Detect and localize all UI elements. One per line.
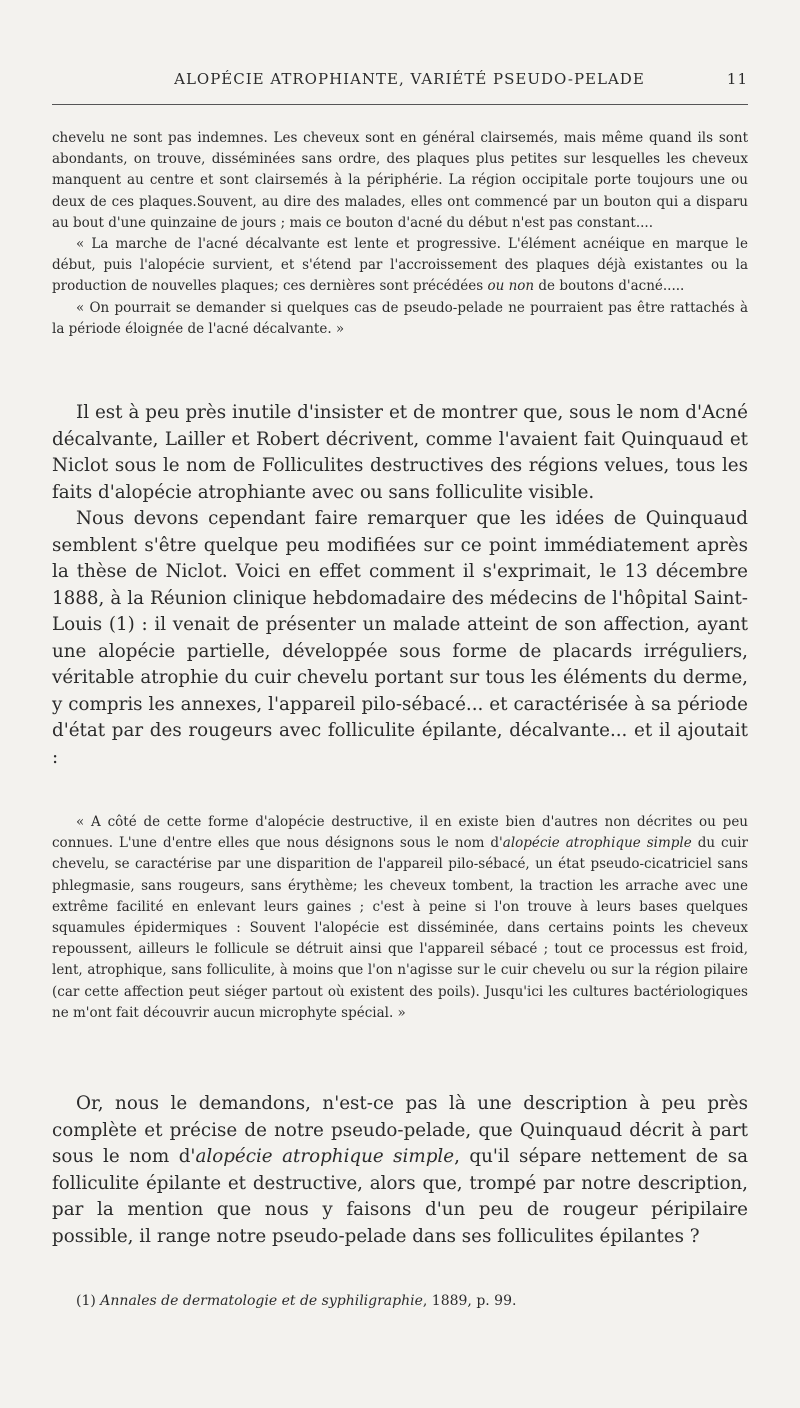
body-section-2 [52, 1091, 748, 1250]
quote2-paragraph: « A côté de cette forme d'alopécie destructive, il en existe bien d'autres non décrites ou peu connues. L'une d'entre elles que nous désignons sous le nom d'alopécie atrophique simple du cuir chevelu, se caractérise par une disparition de l'appareil pilo-sébacé, un état pseudo-cicatriciel sans phlegmasie, sans rougeurs, sans érythème; les cheveux tombent, la traction les arrache avec une extrême facilité en enlevant leurs gaines ; c'est à peine si l'on trouve à leurs bases quelques squamules épidermiques : Souvent l'alopécie est disséminée, dans certains points les cheveux repoussent, ailleurs le follicule se détruit ainsi que l'appareil sébacé ; tout ce processus est froid, lent, atrophique, sans folliculite, à moins que l'on n'agisse sur le cuir chevelu ou sur la région pilaire (car cette affection peut siéger partout où existent des poils). Jusqu'ici les cultures bactériologiques ne m'ont fait découvrir aucun microphyte spécial. » [52, 814, 749, 1021]
body-section-1 [52, 400, 748, 771]
footnote-journal: Annales de dermatologie et de syphiligraphie [100, 1293, 423, 1309]
quote1-emphasis: ou non [487, 278, 535, 295]
running-title: ALOPÉCIE ATROPHIANTE, VARIÉTÉ PSEUDO-PELADE [174, 70, 645, 88]
page-number: 11 [726, 70, 748, 88]
header-rule [52, 104, 748, 105]
quote1-paragraph-3: « On pourrait se demander si quelques cas de pseudo-pelade ne pourraient pas être rattachés à la période éloignée de l'acné décalvante. » [52, 299, 748, 337]
body1-paragraph-2: Nous devons cependant faire remarquer que les idées de Quinquaud semblent s'être quelque peu modifiées sur ce point immédiatement après la thèse de Niclot. Voici en effet comment il s'exprimait, le 13 décembre 1888, à la Réunion clinique hebdomadaire des médecins de l'hôpital Saint-Louis (1) : il venait de présenter un malade atteint de son affection, ayant une alopécie partielle, développée sous forme de placards irréguliers, véritable atrophie du cuir chevelu portant sur tous les éléments du derme, y compris les annexes, l'appareil pilo-sébacé... et caractérisée à sa période d'état par des rougeurs avec folliculite épilante, décalvante... et il ajoutait : [52, 508, 748, 768]
quote1-paragraph-1: chevelu ne sont pas indemnes. Les cheveux sont en général clairsemés, mais même quand ils sont abondants, on trouve, disséminées sans ordre, des plaques plus petites sur lesquelles les cheveux manquent au centre et sont clairsemés à la périphérie. La région occipitale porte toujours une ou deux de ces plaques.Souvent, au dire des malades, elles ont commencé par un bouton qui a disparu au bout d'une quinzaine de jours ; mais ce bouton d'acné du début n'est pas constant.... [52, 130, 748, 231]
quoted-passage-1 [52, 128, 748, 340]
body2-paragraph: Or, nous le demandons, n'est-ce pas là une description à peu près complète et précise de notre pseudo-pelade, que Quinquaud décrit à part sous le nom d'alopécie atrophique simple, qu'il sépare nettement de sa folliculite épilante et destructive, alors que, trompé par notre description, par la mention que nous y faisons d'un peu de rougeur péripilaire possible, il range notre pseudo-pelade dans ses folliculites épilantes ? [52, 1093, 748, 1247]
body2-emphasis: alopécie atrophique simple [195, 1146, 455, 1167]
quote2-emphasis: alopécie atrophique simple [502, 835, 692, 852]
quoted-passage-2 [52, 812, 748, 1024]
footnote-marker: (1) [76, 1293, 96, 1309]
footnote-citation: , 1889, p. 99. [422, 1293, 517, 1309]
body1-paragraph-1: Il est à peu près inutile d'insister et de montrer que, sous le nom d'Acné décalvante, Lailler et Robert décrivent, comme l'avaient fait Quinquaud et Niclot sous le nom de Folliculites destructives des régions velues, tous les faits d'alopécie atrophiante avec ou sans folliculite visible. [52, 402, 748, 503]
running-header [52, 70, 748, 88]
footnote [76, 1291, 748, 1311]
quote1-paragraph-2: « La marche de l'acné décalvante est lente et progressive. L'élément acnéique en marque le début, puis l'alopécie survient, et s'étend par l'accroissement des plaques déjà existantes ou la production de nouvelles plaques; ces dernières sont précédées ou non de boutons d'acné..... [52, 236, 748, 295]
